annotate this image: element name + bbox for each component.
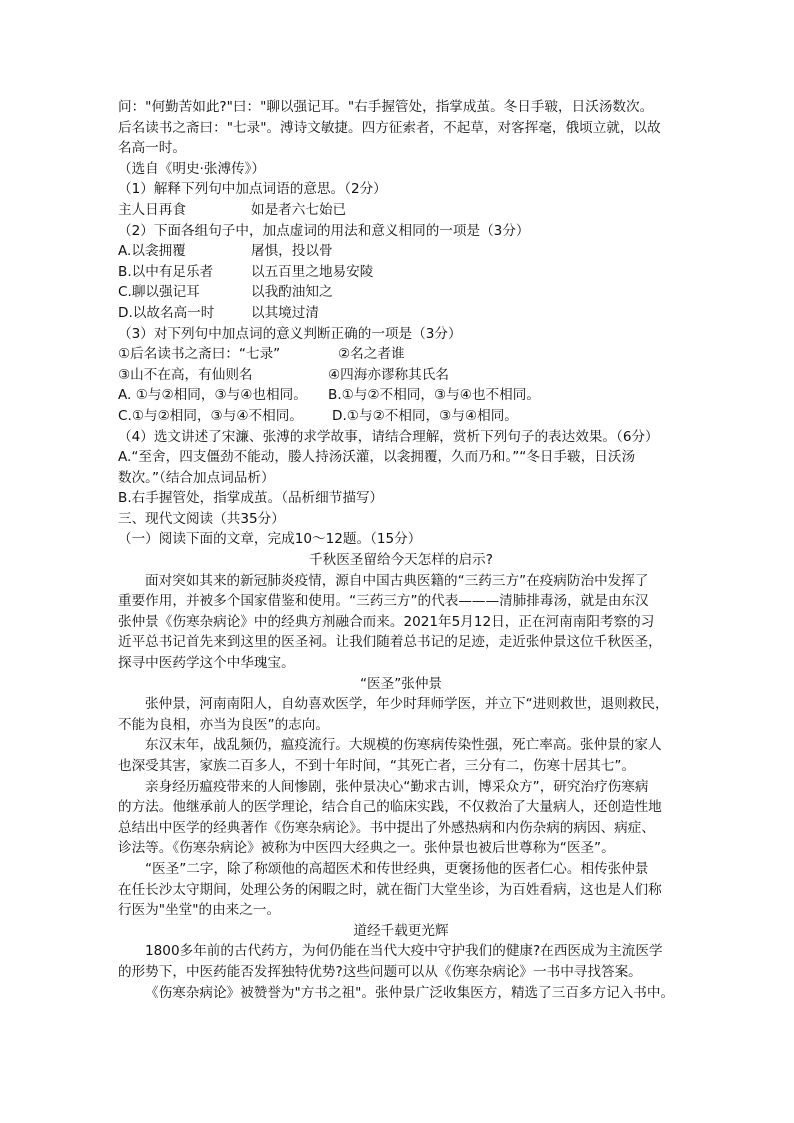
q3-answer-c: C.①与②相同，③与④不相同。: [118, 407, 303, 424]
q1-item-a: 主人日再食: [118, 201, 186, 218]
q2-option-d: [118, 303, 684, 324]
paragraph-line: 近平总书记首先来到这里的医圣祠。让我们随着总书记的足迹，走近张仲景这位千秋医圣，: [118, 634, 662, 651]
q3-item-3: ③山不在高，有仙则名: [118, 366, 253, 383]
question-1-stem: （1）解释下列句中加点词语的意思。（2分）: [118, 181, 387, 198]
q2-option-a: [118, 241, 684, 262]
subsection-heading: （一）阅读下面的文章，完成10～12题。（15分）: [118, 531, 422, 548]
q2-option-c: [118, 282, 684, 303]
text-line: 问："何勤苦如此?"曰："聊以强记耳。"右手握管处，指掌成茧。冬日手皲，日沃汤数次。: [118, 99, 654, 115]
paragraph-line: 总结出中医学的经典著作《伤寒杂病论》。书中提出了外感热病和内伤杂病的病因、病症、: [118, 819, 655, 836]
paragraph-line: “医圣”二字，除了称颂他的高超医术和传世经典，更褒扬他的医者仁心。相传张仲景: [145, 860, 649, 877]
source-citation: （选自《明史·张溥传》）: [118, 160, 266, 177]
q3-item-1: ①后名读书之斋曰：“七录”: [118, 346, 281, 363]
paragraph-line: 重要作用，并被多个国家借鉴和使用。“三药三方”的代表———清肺排毒汤，就是由东汉: [118, 593, 649, 610]
paragraph-line: 的方法。他继承前人的医学理论，结合自己的临床实践，不仅救治了大量病人，还创造性地: [118, 799, 662, 816]
q2-option-b-left: B.以中有足乐者: [118, 263, 214, 280]
q3-item-4: ④四海亦谬称其氏名: [328, 366, 449, 383]
article-subheading: 道经千载更光辉: [353, 922, 449, 939]
question-1-items: [118, 200, 684, 221]
paragraph-line: 不能为良相，亦当为良医”的志向。: [118, 716, 329, 733]
q3-row-1: [118, 344, 684, 365]
q2-option-c-right: 以我酌油知之: [251, 284, 333, 301]
paragraph-line: 张仲景《伤寒杂病论》中的经典方剂融合而来。2021年5月12日，正在河南南阳考察的习: [118, 613, 655, 630]
paragraph-line: 也深受其害，家族二百多人，不到十年时间，“其死亡者，三分有二，伤寒十居其七”。: [118, 758, 636, 774]
paragraph-line: 面对突如其来的新冠肺炎疫情，源自中国古典医籍的“三药三方”在疫病防治中发挥了: [145, 572, 649, 589]
paragraph-line: 1800多年前的古代药方，为何仍能在当代大疫中守护我们的健康?在西医成为主流医学: [145, 943, 663, 960]
q2-option-d-right: 以其境过清: [251, 304, 319, 321]
paragraph-line: 《伤寒杂病论》被赞誉为"方书之祖"。张仲景广泛收集医方，精选了三百多方记入书中。: [145, 984, 675, 1001]
paragraph-line: 行医为"坐堂"的由来之一。: [118, 902, 281, 919]
paragraph-line: 的形势下，中医药能否发挥独特优势?这些问题可以从《伤寒杂病论》一书中寻找答案。: [118, 963, 642, 980]
q3-answer-a: A. ①与②相同，③与④也相同。: [118, 387, 307, 404]
text-line: 名高一时。: [118, 140, 186, 157]
q3-row-2: [118, 365, 684, 386]
article-subheading: “医圣”张仲景: [359, 675, 443, 692]
article-title: 千秋医圣留给今天怎样的启示?: [309, 552, 493, 569]
question-3-stem: （3）对下列句中加点词的意义判断正确的一项是（3分）: [118, 325, 462, 342]
q2-option-b: [118, 262, 684, 283]
q1-item-b: 如是者六七始已: [251, 201, 347, 218]
text-line: 后名读书之斋曰："七录"。溥诗文敏捷。四方征索者，不起草，对客挥毫，俄顷立就，以故: [118, 119, 661, 136]
section-heading: 三、现代文阅读（共35分）: [118, 510, 285, 527]
paragraph-line: 张仲景，河南南阳人，自幼喜欢医学，年少时拜师学医，并立下“进则救世，退则救民，: [145, 696, 669, 713]
paragraph-line: 亲身经历瘟疫带来的人间惨剧，张仲景决心“勤求古训，博采众方”，研究治疗伤寒病: [145, 778, 649, 795]
q3-answers-ab: [118, 385, 684, 406]
document-page: [118, 97, 684, 1003]
q2-option-a-right: 屠惧，投以骨: [251, 243, 333, 260]
q4-item-a-cont: 数次。”（结合加点词品析）: [118, 469, 275, 486]
question-4-stem: （4）选文讲述了宋濂、张溥的求学故事，请结合理解，赏析下列句子的表达效果。（6分）: [118, 428, 659, 445]
q2-option-d-left: D.以故名高一时: [118, 304, 215, 321]
q4-item-a: A.“至舍，四支僵劲不能动，媵人持汤沃灌，以衾拥覆，久而乃和。”“冬日手皲，日沃汤: [118, 449, 636, 466]
paragraph-line: 东汉末年，战乱频仍，瘟疫流行。大规模的伤寒病传染性强，死亡率高。张仲景的家人: [145, 737, 662, 754]
q4-item-b: B.右手握管处，指掌成茧。（品析细节描写）: [118, 490, 384, 507]
q2-option-a-left: A.以衾拥覆: [118, 243, 186, 260]
question-2-stem: （2）下面各组句子中，加点虚词的用法和意义相同的一项是（3分）: [118, 222, 530, 239]
q2-option-c-left: C.聊以强记耳: [118, 284, 200, 301]
paragraph-line: 在任长沙太守期间，处理公务的闲暇之时，就在衙门大堂坐诊，为百姓看病，这也是人们称: [118, 881, 662, 898]
paragraph-line: 探寻中医药学这个中华瑰宝。: [118, 655, 295, 672]
q3-answers-cd: [118, 406, 684, 427]
q3-answer-d: D.①与②不相同，③与④相同。: [332, 407, 518, 424]
q3-item-2: ②名之者谁: [338, 346, 405, 363]
q3-answer-b: B.①与②不相同，③与④也不相同。: [328, 387, 540, 404]
q2-option-b-right: 以五百里之地易安陵: [251, 263, 374, 280]
paragraph-line: 诊法等。《伤寒杂病论》被称为中医四大经典之一。张仲景也被后世尊称为“医圣”。: [118, 840, 615, 857]
